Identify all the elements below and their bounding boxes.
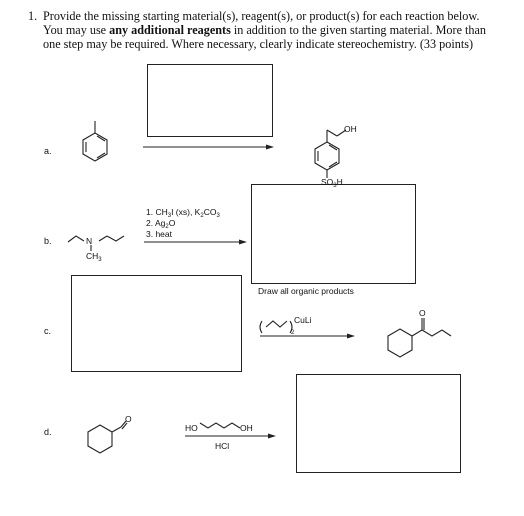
reaction-arrow-d [185,434,276,439]
product-a-structure [315,130,346,178]
question-number: 1. [28,9,38,23]
instructions-line-2-start: You may use [43,23,110,37]
amine-b-structure [68,236,124,251]
diol-d-structure [200,423,240,428]
product-c-structure [388,318,451,357]
part-a-label: a. [44,146,52,156]
instructions-line-1: Provide the missing starting material(s), reagent(s), or product(s) for each reaction below. [43,9,480,23]
reagent-d-ho-label: HO [185,423,198,433]
box-b-caption: Draw all organic products [258,286,354,296]
instructions-line-2-end: in addition to the given starting material. More than [230,23,487,37]
reagent-d-hcl-label: HCl [215,441,230,451]
cuprate-subscript: 2 [291,330,295,336]
product-c-o-label: O [419,308,426,318]
toluene-structure [83,121,107,161]
reagent-b-step-2: 2. $Ag_2O$ [146,218,176,230]
reaction-arrow-a [143,145,274,150]
reaction-arrow-c [260,334,355,339]
cuprate-label: CuLi [294,315,312,325]
amine-ch3-label: $CH_3$ [86,251,102,263]
reagent-b-step-1: 1. $CH_3I$ (xs), $K_2CO_3$ [146,207,220,219]
instructions-emphasis: any additional reagents [109,23,231,37]
instructions-line-3: one step may be required. Where necessary, clearly indicate stereochemistry. (33 points) [43,37,474,51]
reaction-arrow-b [144,240,247,245]
part-b-label: b. [44,236,52,246]
product-a-so3h-label: $SO_3H$ [321,177,343,189]
part-c-label: c. [44,326,52,336]
sm-d-o-label: O [125,414,132,424]
product-a-oh-label: OH [344,124,357,134]
sm-d-structure [88,421,127,453]
part-d-label: d. [44,427,52,437]
reagent-d-oh-label: OH [240,423,253,433]
reagent-b-step-3: 3. heat [146,229,172,239]
cuprate-structure [260,321,292,333]
amine-n-label: N [86,236,93,246]
